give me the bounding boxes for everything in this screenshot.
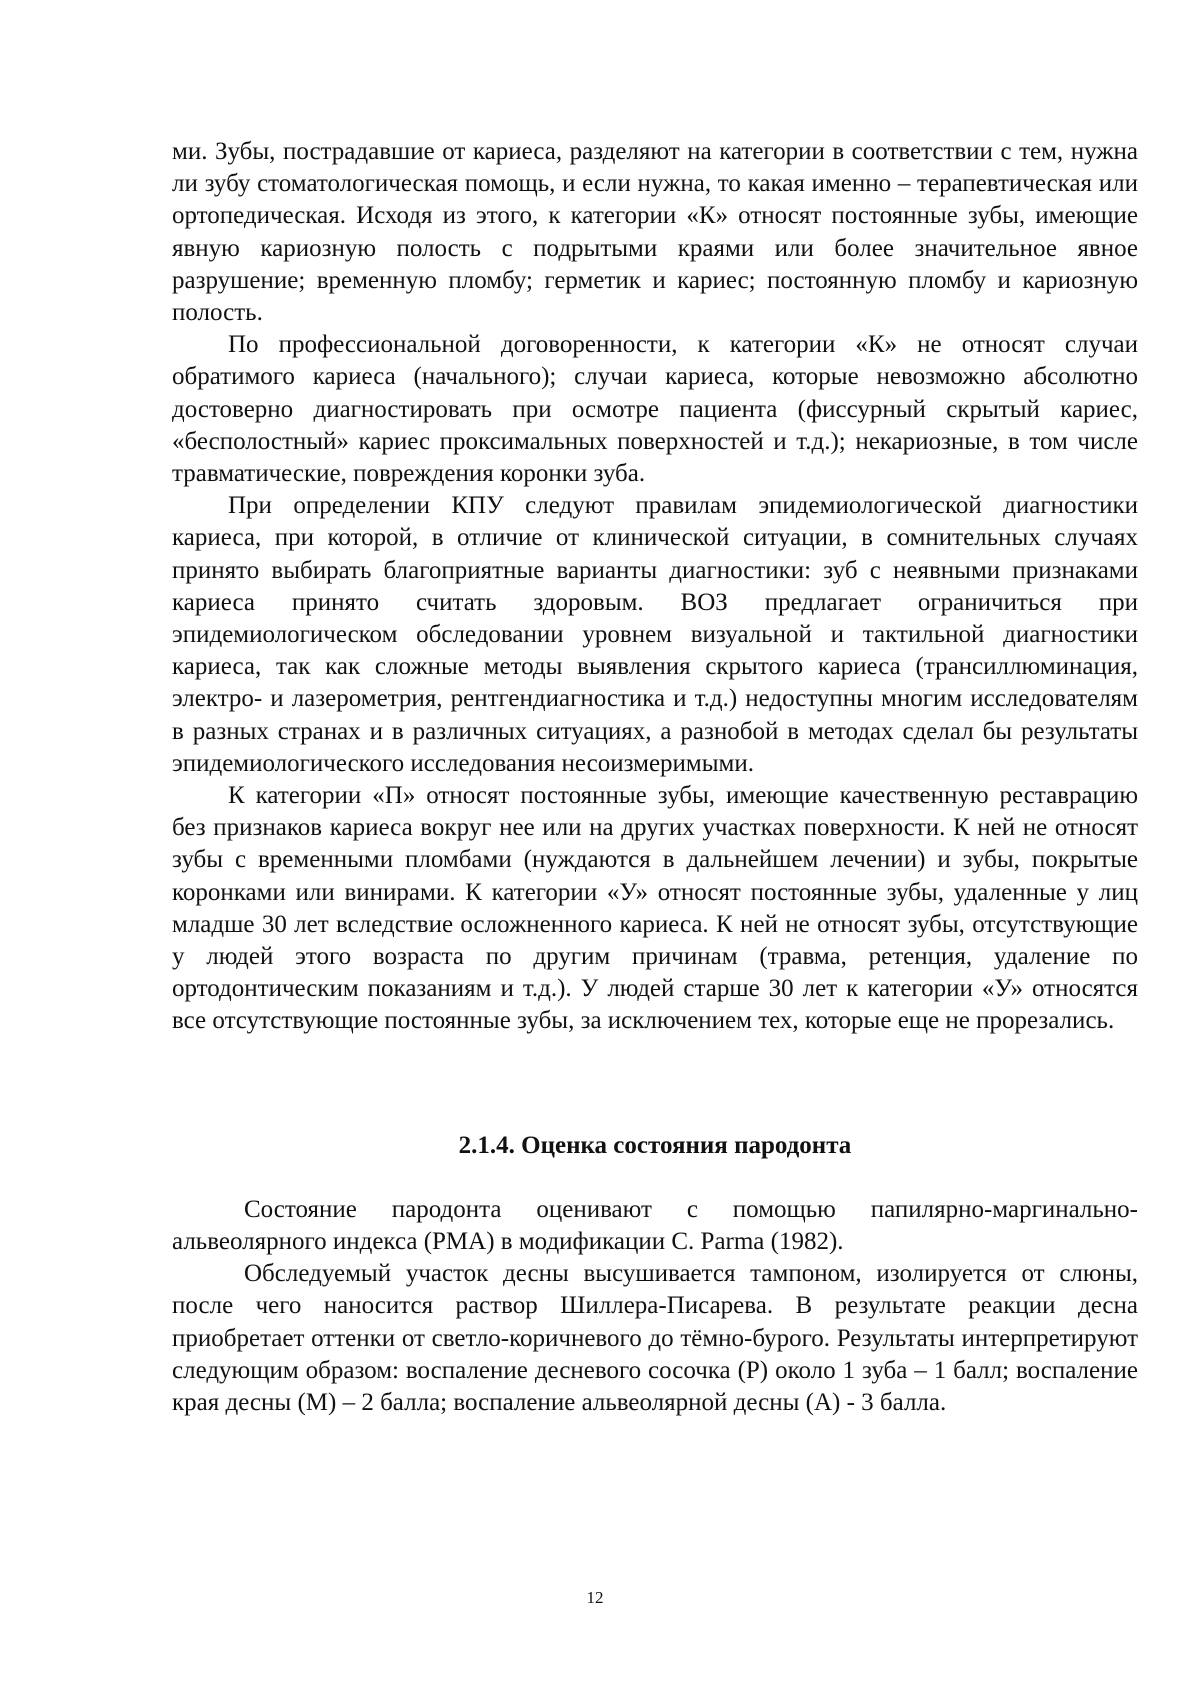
page-number: 12 [586, 1588, 604, 1607]
paragraph-p-u-categories: К категории «П» относят постоянные зубы, имеющие качественную реставрацию без признаков кариеса вокруг нее или на других участках поверхности. К ней не относят зубы с временными пломбами (нуждаются в дальнейшем лечении) и зубы, покрытые коронками или винирами. К категории «У» относят постоянные зубы, удаленные у лиц младше 30 лет вследствие осложненного кариеса. К ней не относят зубы, отсутствующие у людей этого возраста по другим причинам (травма, ретенция, удаление по ортодонтическим показаниям и т.д.). У людей старше 30 лет к категории «У» относятся все отсутствующие постоянные зубы, за исключением тех, которые еще не прорезались. [172, 782, 1138, 1035]
paragraph-continuation: ми. Зубы, пострадавшие от кариеса, разделяют на категории в соответствии с тем, нужна ли зубу стоматологическая помощь, и если нужна, то какая именно – терапевтическая или ортопедическая. Исходя из этого, к категории «К» относят постоянные зубы, имеющие явную кариозную полость с подрытыми краями или более значительное явное разрушение; временную пломбу; герметик и кариес; постоянную пломбу и кариозную полость. [172, 138, 1138, 327]
section-spacer [172, 1162, 1138, 1194]
paragraph-pma-procedure: Обследуемый участок десны высушивается тампоном, изолируется от слюны, после чего наносится раствор Шиллера-Писарева. В результате реакции десна приобретает оттенки от светло-коричневого до тёмно-бурого. Результаты интерпретируют следующим образом: воспаление десневого сосочка (Р) около 1 зуба – 1 балл; воспаление края десны (М) – 2 балла; воспаление альвеолярной десны (А) - 3 балла. [172, 1260, 1138, 1416]
paragraph-kpu-diagnostics: При определении КПУ следуют правилам эпидемиологической диагностики кариеса, при которой, в отличие от клинической ситуации, в сомнительных случаях принято выбирать благоприятные варианты диагностики: зуб с неявными признаками кариеса принято считать здоровым. ВОЗ предлагает ограничиться при эпидемиологическом обследовании уровнем визуальной и тактильной диагностики кариеса, так как сложные методы выявления скрытого кариеса (трансиллюминация, электро- и лазерометрия, рентгендиагностика и т.д.) недоступны многим исследователям в разных странах и в различных ситуациях, а разнобой в методах сделал бы результаты эпидемиологического исследования несоизмеримыми. [172, 492, 1138, 777]
page-body [172, 136, 1138, 1419]
paragraph-k-category-exclusions: По профессиональной договоренности, к категории «К» не относят случаи обратимого кариеса (начального); случаи кариеса, которые невозможно абсолютно достоверно диагностировать при осмотре пациента (фиссурный скрытый кариес, «бесполостный» кариес проксимальных поверхностей и т.д.); некариозные, в том числе травматические, повреждения коронки зуба. [172, 331, 1138, 488]
section-heading: 2.1.4. Оценка состояния пародонта [458, 1131, 852, 1159]
paragraph-pma-index: Состояние пародонта оценивают с помощью папилярно-маргинально-альвеолярного индекса (РМА) в модификации С. Parma (1982). [172, 1195, 1138, 1255]
